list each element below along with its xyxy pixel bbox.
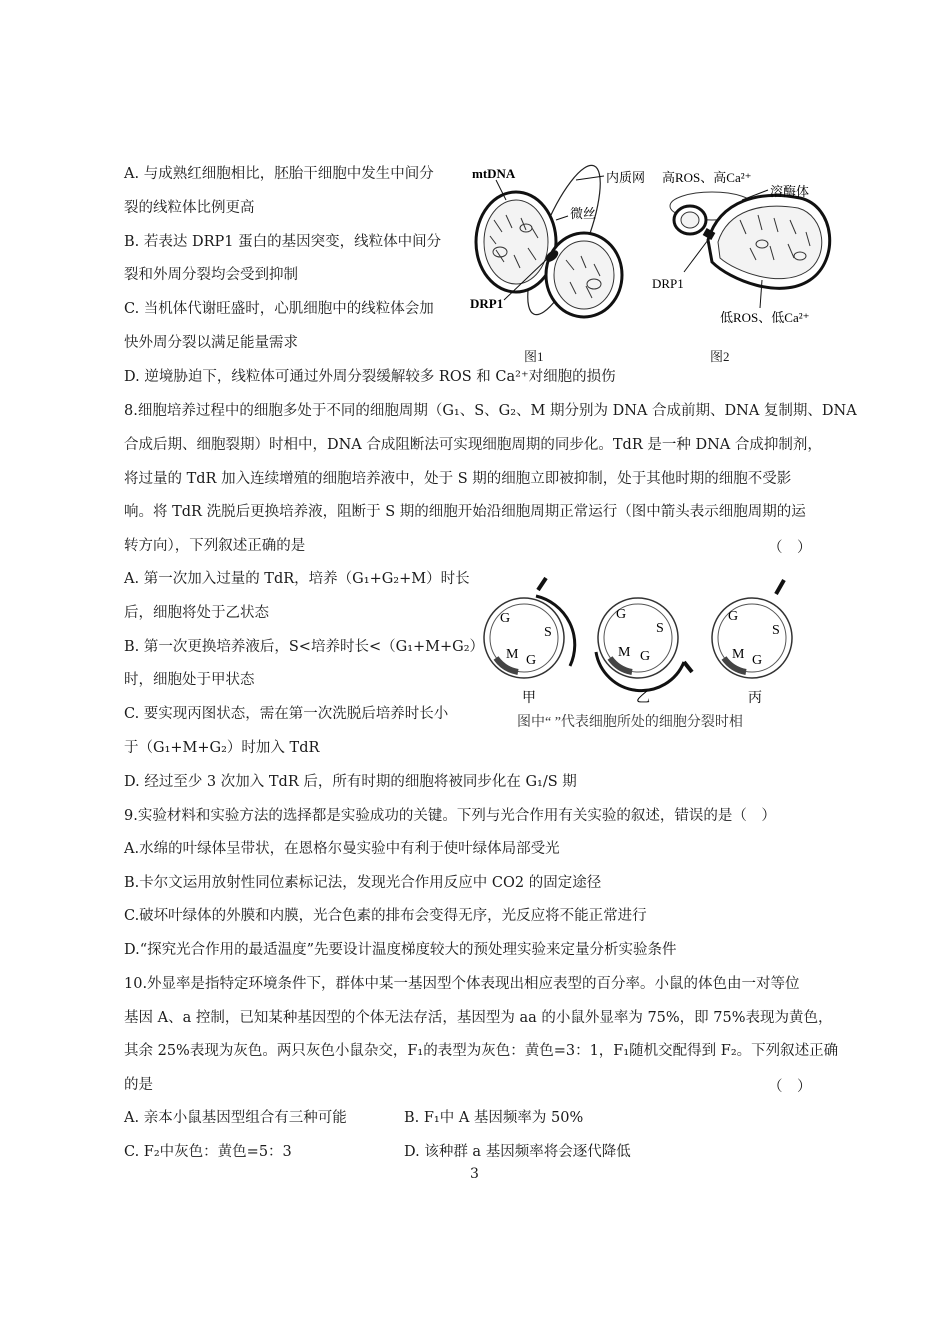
q9-option-a: A.水绵的叶绿体呈带状，在恩格尔曼实验中有利于使叶绿体局部受光 bbox=[124, 841, 560, 857]
q10-option-c: C. F₂中灰色：黄色=5：3 bbox=[124, 1144, 292, 1160]
q9-stem: 9.实验材料和实验方法的选择都是实验成功的关键。下列与光合作用有关实验的叙述，错误的是（ ） bbox=[124, 808, 776, 824]
fig1-er-label: 内质网 bbox=[606, 170, 646, 185]
q7-option-c-line2: 快外周分裂以满足能量需求 bbox=[124, 335, 298, 351]
fig1-drp1-label: DRP1 bbox=[470, 296, 504, 311]
figure-1-caption: 图1 bbox=[524, 349, 544, 364]
q7-option-a-line1: A. 与成熟红细胞相比，胚胎干细胞中发生中间分 bbox=[124, 166, 434, 182]
q8-option-b-line2: 时，细胞处于甲状态 bbox=[124, 672, 255, 688]
q8-option-c-line2: 于（G₁+M+G₂）时加入 TdR bbox=[124, 740, 320, 756]
fig1-mtdna-label: mtDNA bbox=[472, 166, 516, 181]
yi-m-label: M bbox=[618, 645, 631, 660]
q8-option-a-line2: 后，细胞将处于乙状态 bbox=[124, 605, 269, 621]
q8-answer-paren: （ ） bbox=[768, 540, 812, 556]
yi-s-label: S bbox=[656, 621, 664, 636]
q10-stem-line1: 10.外显率是指特定环境条件下，群体中某一基因型个体表现出相应表型的百分率。小鼠的体色由一对等位 bbox=[124, 976, 800, 992]
q10-stem-line3: 其余 25%表现为灰色。两只灰色小鼠杂交，F₁的表型为灰色：黄色=3：1，F₁随机交配得到 F₂。下列叙述正确 bbox=[124, 1043, 839, 1059]
q8-option-d: D. 经过至少 3 次加入 TdR 后，所有时期的细胞将被同步化在 G₁/S 期 bbox=[124, 774, 577, 790]
bing-g1-label: G bbox=[728, 609, 739, 624]
fig1-microfilament-label: 微丝 bbox=[570, 206, 597, 221]
q7-option-d: D. 逆境胁迫下，线粒体可通过外周分裂缓解较多 ROS 和 Ca²⁺对细胞的损伤 bbox=[124, 369, 616, 385]
page-number: 3 bbox=[470, 1166, 479, 1182]
figure-1-mitochondria-division bbox=[466, 160, 656, 360]
q9-option-c: C.破坏叶绿体的外膜和内膜，光合色素的排布会变得无序，光反应将不能正常进行 bbox=[124, 908, 647, 924]
yi-g2-label: G bbox=[640, 649, 651, 664]
figure-cell-cycle-caption: 图中“ ”代表细胞所处的细胞分裂时相 bbox=[517, 715, 743, 730]
fig2-lysosome-label: 溶酶体 bbox=[770, 184, 810, 199]
q8-option-b-line1: B. 第一次更换培养液后，S<培养时长<（G₁+M+G₂） bbox=[124, 639, 485, 655]
q10-option-b: B. F₁中 A 基因频率为 50% bbox=[404, 1110, 584, 1126]
label-bing: 丙 bbox=[748, 691, 762, 706]
figure-cell-cycle bbox=[478, 572, 808, 712]
jia-g1-label: G bbox=[500, 611, 511, 626]
bing-s-label: S bbox=[772, 623, 780, 638]
q10-stem-line4: 的是 bbox=[124, 1077, 153, 1093]
q8-stem-line4: 响。将 TdR 洗脱后更换培养液，阻断于 S 期的细胞开始沿细胞周期正常运行（图中箭头表示细胞周期的运 bbox=[124, 504, 806, 520]
q8-option-c-line1: C. 要实现丙图状态，需在第一次洗脱后培养时长小 bbox=[124, 706, 449, 722]
q9-option-d: D.“探究光合作用的最适温度”先要设计温度梯度较大的预处理实验来定量分析实验条件 bbox=[124, 942, 677, 958]
figure-2-caption: 图2 bbox=[710, 349, 730, 364]
fig2-drp1-label: DRP1 bbox=[652, 276, 684, 291]
jia-g2-label: G bbox=[526, 653, 537, 668]
q7-option-c-line1: C. 当机体代谢旺盛时，心肌细胞中的线粒体会加 bbox=[124, 301, 434, 317]
q8-stem-line2: 合成后期、细胞裂期）时相中，DNA 合成阻断法可实现细胞周期的同步化。TdR 是一种 DNA 合成抑制剂， bbox=[124, 437, 822, 453]
cycle-yi bbox=[596, 598, 692, 691]
q7-option-b-line2: 裂和外周分裂均会受到抑制 bbox=[124, 267, 298, 283]
q7-option-b-line1: B. 若表达 DRP1 蛋白的基因突变，线粒体中间分 bbox=[124, 234, 442, 250]
bing-m-label: M bbox=[732, 647, 745, 662]
q8-stem-line5: 转方向），下列叙述正确的是 bbox=[124, 538, 306, 554]
q10-stem-line2: 基因 A、a 控制，已知某种基因型的个体无法存活，基因型为 aa 的小鼠外显率为 75%，即 75%表现为黄色， bbox=[124, 1010, 833, 1026]
label-jia: 甲 bbox=[522, 691, 536, 706]
jia-m-label: M bbox=[506, 647, 519, 662]
q10-option-a: A. 亲本小鼠基因型组合有三种可能 bbox=[124, 1110, 347, 1126]
q8-stem-line3: 将过量的 TdR 加入连续增殖的细胞培养液中，处于 S 期的细胞立即被抑制，处于其他时期的细胞不受影 bbox=[124, 471, 792, 487]
yi-g1-label: G bbox=[616, 607, 627, 622]
q10-option-d: D. 该种群 a 基因频率将会逐代降低 bbox=[404, 1144, 631, 1160]
label-yi: 乙 bbox=[636, 691, 650, 706]
figure-2-peripheral-division bbox=[650, 160, 845, 335]
fig2-high-label: 高ROS、高Ca²⁺ bbox=[662, 170, 752, 185]
q9-option-b: B.卡尔文运用放射性同位素标记法，发现光合作用反应中 CO2 的固定途径 bbox=[124, 875, 602, 891]
q7-option-a-line2: 裂的线粒体比例更高 bbox=[124, 200, 255, 216]
q8-stem-line1: 8.细胞培养过程中的细胞多处于不同的细胞周期（G₁、S、G₂、M 期分别为 DNA 合成前期、DNA 复制期、DNA bbox=[124, 403, 857, 419]
fig2-low-label: 低ROS、低Ca²⁺ bbox=[720, 310, 810, 325]
q8-option-a-line1: A. 第一次加入过量的 TdR，培养（G₁+G₂+M）时长 bbox=[124, 571, 470, 587]
bing-g2-label: G bbox=[752, 653, 763, 668]
jia-s-label: S bbox=[544, 625, 552, 640]
cycle-bing bbox=[712, 580, 792, 678]
cycle-jia bbox=[484, 578, 575, 678]
q10-answer-paren: （ ） bbox=[768, 1079, 812, 1095]
